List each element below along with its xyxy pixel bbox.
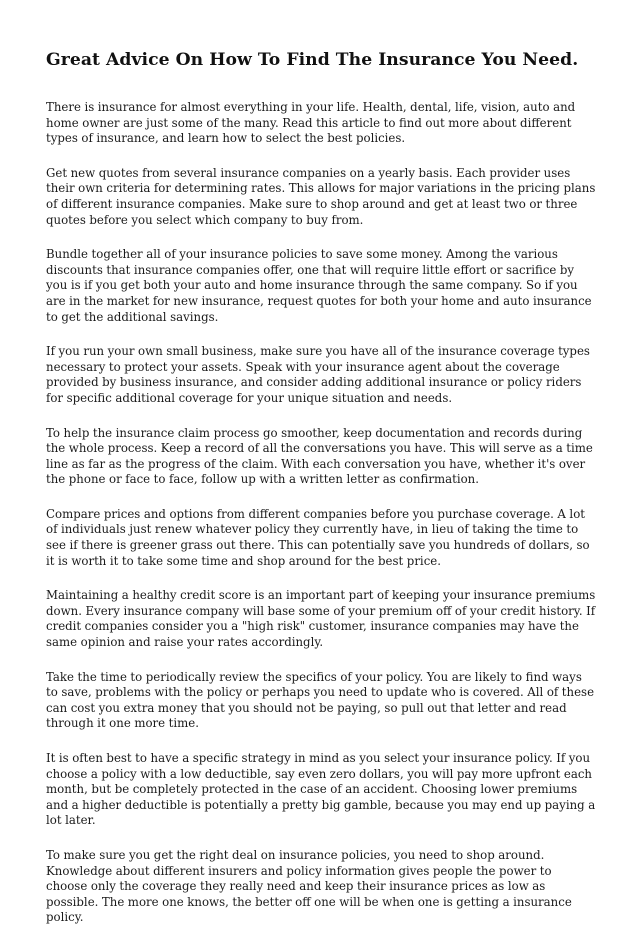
paragraph: To help the insurance claim process go smoother, keep documentation and records during the whole process. Keep a record of all the conversations you have. This will serve as a time line as far as the progress of the claim. With each conversation you have, whether it's over the phone or face to face, follow up with a written letter as confirmation. xyxy=(46,425,593,487)
paragraph: There is insurance for almost everything in your life. Health, dental, life, vision, auto and home owner are just some of the many. Read this article to find out more about different types of insurance, and learn how to select the best policies. xyxy=(46,100,576,146)
paragraph: Get new quotes from several insurance companies on a yearly basis. Each provider uses their own criteria for determining rates. This allows for major variations in the pricing plans of different insurance companies. Make sure to shop around and get at least two or three quotes before you select which company to buy from. xyxy=(46,165,596,227)
paragraph: If you run your own small business, make sure you have all of the insurance coverage types necessary to protect your assets. Speak with your insurance agent about the coverage provided by business insurance, and consider adding additional insurance or policy riders for specific additional coverage for your unique situation and needs. xyxy=(46,344,590,405)
paragraph: It is often best to have a specific strategy in mind as you select your insurance policy. If you choose a policy with a low deductible, say even zero dollars, you will pay more upfront each month, but be completely protected in the case of an accident. Choosing lower premiums and a higher deductible is potentially a pretty big gamble, because you may end up paying a lot later. xyxy=(46,751,596,828)
paragraph: To make sure you get the right deal on insurance policies, you need to shop around. Knowledge about different insurers and policy information gives people the power to choose only the coverage they really need and keep their insurance prices as low as possible. The more one knows, the better off one will be when one is getting a insurance policy. xyxy=(46,847,572,925)
paragraph: Bundle together all of your insurance policies to save some money. Among the various discounts that insurance companies offer, one that will require little effort or sacrifice by you is if you get both your auto and home insurance through the same company. So if you are in the market for new insurance, request quotes for both your home and auto insurance to get the additional savings. xyxy=(46,247,592,324)
paragraph: Compare prices and options from different companies before you purchase coverage. A lot of individuals just renew whatever policy they currently have, in lieu of taking the time to see if there is greener grass out there. This can potentially save you hundreds of dollars, so it is worth it to take some time and shop around for the best price. xyxy=(46,506,590,568)
document-body xyxy=(46,100,596,926)
paragraph: Maintaining a healthy credit score is an important part of keeping your insurance premiums down. Every insurance company will base some of your premium off of your credit history. If credit companies consider you a "high risk" customer, insurance companies may have the same opinion and raise your rates accordingly. xyxy=(46,588,596,650)
paragraph: Take the time to periodically review the specifics of your policy. You are likely to find ways to save, problems with the policy or perhaps you need to update who is covered. All of these can cost you extra money that you should not be paying, so pull out that letter and read through it one more time. xyxy=(46,669,595,731)
document-title: Great Advice On How To Find The Insurance You Need. xyxy=(46,50,579,70)
document-page xyxy=(46,0,596,945)
